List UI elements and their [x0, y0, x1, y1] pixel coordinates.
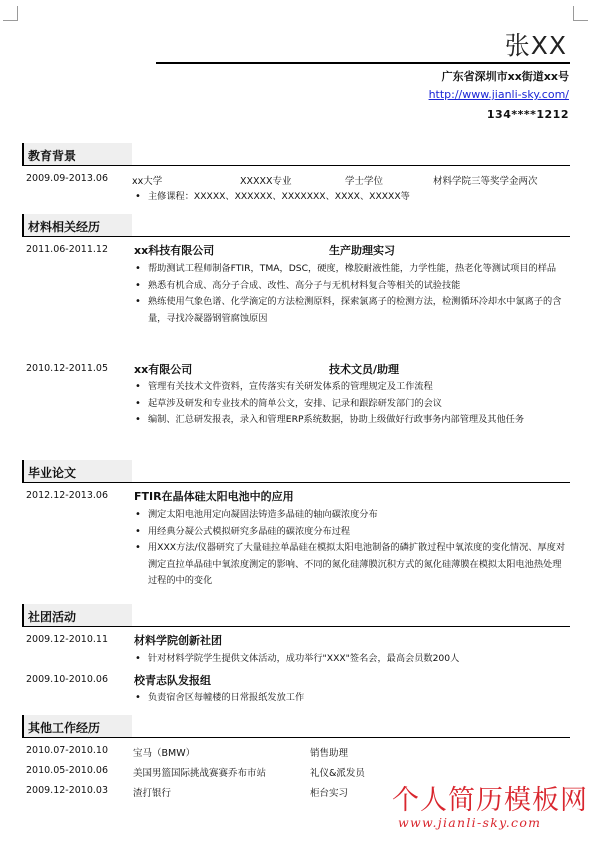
experience-bullets — [134, 261, 570, 327]
candidate-name: 张XX — [504, 31, 567, 60]
scholarship: 材料学院三等奖学金两次 — [433, 176, 538, 187]
section-title: 其他工作经历 — [28, 721, 101, 735]
section-title: 教育背景 — [28, 149, 77, 163]
list-item: • 起草涉及研发和专业技术的简单公文，安排、记录和跟踪研发部门的会议 — [134, 396, 570, 413]
corner-mark-right — [573, 6, 588, 21]
experience-bullets — [134, 379, 570, 429]
phone-number: 134****1212 — [486, 108, 569, 121]
job-position: 生产助理实习 — [329, 244, 395, 257]
thesis-title: FTIR在晶体硅太阳电池中的应用 — [134, 490, 294, 503]
experience-date: 2010.12-2011.05 — [26, 363, 108, 374]
list-item: • 编制、汇总研发报表，录入和管理ERP系统数据，协助上级做好行政事务内部管理及其他任务 — [134, 412, 570, 429]
work-date: 2009.12-2010.03 — [26, 785, 108, 796]
work-company: 宝马（BMW） — [133, 748, 196, 759]
experience-date: 2011.06-2011.12 — [26, 244, 108, 255]
watermark-logo: 个人简历模板网 — [392, 785, 588, 816]
thesis-bullets — [134, 507, 570, 590]
company-name: xx有限公司 — [134, 363, 193, 376]
work-date: 2010.07-2010.10 — [26, 745, 108, 756]
work-role: 礼仪&派发员 — [310, 768, 365, 779]
section-title: 毕业论文 — [28, 466, 77, 480]
list-item: • 熟悉有机合成、高分子合成、改性、高分子与无机材料复合等相关的试验技能 — [134, 278, 570, 295]
section-divider — [22, 165, 570, 166]
activity-date: 2009.10-2010.06 — [26, 674, 108, 685]
address: 广东省深圳市xx街道xx号 — [441, 70, 569, 83]
header-divider — [156, 62, 570, 64]
website-link[interactable]: http://www.jianli-sky.com/ — [428, 88, 569, 101]
list-item: • 主修课程：XXXXX、XXXXXX、XXXXXXX、XXXX、XXXXX等 — [134, 189, 570, 206]
section-title: 材料相关经历 — [28, 220, 101, 234]
activity-title: 校青志队发报组 — [134, 674, 211, 687]
work-role: 销售助理 — [310, 748, 349, 759]
list-item: • 用经典分凝公式模拟研究多晶硅的碳浓度分布过程 — [134, 524, 570, 541]
list-item: • 测定太阳电池用定向凝固法铸造多晶硅的轴向碳浓度分布 — [134, 507, 570, 524]
job-position: 技术文员/助理 — [329, 363, 400, 376]
major: XXXXX专业 — [240, 176, 292, 187]
school-name: xx大学 — [132, 176, 163, 187]
section-divider — [22, 482, 570, 483]
work-company: 美国男篮国际挑战赛赛乔布市站 — [133, 768, 267, 779]
work-company: 渣打银行 — [133, 788, 172, 799]
list-item: • 针对材料学院学生提供文体活动，成功举行"XXX"签名会，最高会员数200人 — [134, 651, 570, 668]
section-divider — [22, 236, 570, 237]
activity-date: 2009.12-2010.11 — [26, 634, 108, 645]
list-item: • 负责宿舍区每幢楼的日常报纸发放工作 — [134, 690, 570, 707]
company-name: xx科技有限公司 — [134, 244, 215, 257]
section-experience — [22, 214, 132, 236]
watermark-url: www.jianli-sky.com — [398, 815, 542, 830]
education-date: 2009.09-2013.06 — [26, 173, 108, 184]
corner-mark-left — [3, 6, 18, 21]
section-education — [22, 143, 132, 165]
section-divider — [22, 737, 570, 738]
list-item: • 帮助测试工程师制备FTIR，TMA，DSC，硬度，橡胶耐液性能，力学性能，热老化等测试项目的样品 — [134, 261, 570, 278]
section-title: 社团活动 — [28, 610, 77, 624]
list-item: • 熟练使用气象色谱、化学滴定的方法检测原料，探索氯离子的检测方法，检测循环冷却水中氯离子的含量，寻找冷凝器钢管腐蚀原因 — [134, 294, 570, 327]
work-role: 柜台实习 — [310, 788, 349, 799]
work-date: 2010.05-2010.06 — [26, 765, 108, 776]
section-divider — [22, 626, 570, 627]
activity-bullets — [134, 651, 570, 668]
section-activities — [22, 604, 132, 626]
degree: 学士学位 — [345, 176, 384, 187]
section-thesis — [22, 460, 132, 482]
activity-bullets — [134, 690, 570, 707]
list-item: • 管理有关技术文件资料，宣传落实有关研发体系的管理规定及工作流程 — [134, 379, 570, 396]
education-bullets — [134, 189, 570, 206]
section-other-work — [22, 715, 132, 737]
activity-title: 材料学院创新社团 — [134, 634, 222, 647]
list-item: • 用XXX方法/仪器研究了大量硅拉单晶硅在模拟太阳电池制备的磷扩散过程中氧浓度的变化情况、厚度对测定直拉单晶硅中氧浓度测定的影响、不同的氮化硅薄膜沉积方式的氮化硅薄膜在模拟太阳电池热处理过程的中的变化 — [134, 540, 570, 590]
thesis-date: 2012.12-2013.06 — [26, 490, 108, 501]
